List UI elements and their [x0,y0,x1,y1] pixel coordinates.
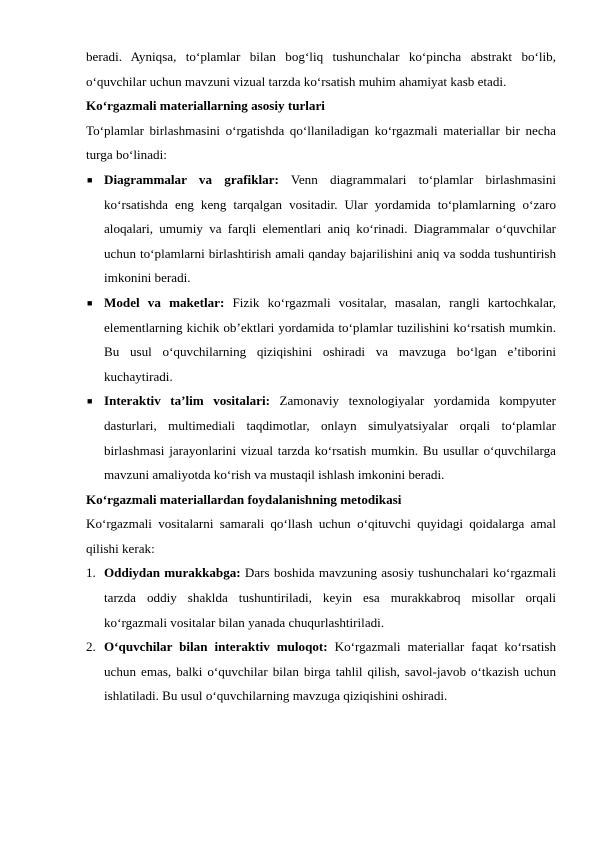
section-heading-methodology: Ko‘rgazmali materiallardan foydalanishning metodikasi [86,491,402,507]
list-item-text: Zamonaviy texnologiyalar yordamida kompyuter dasturlari, multimediali taqdimotlar, onlayn simulyatsiyalar orqali to‘plamlar birlashmasi jarayonlarini vizual tarzda ko‘rsatish mumkin. Bu usullar o‘quvchilarga mavzuni amaliyotda ko‘rish va mustaqil ishlash imkonini beradi. [104,393,556,483]
numbered-item-title: O‘quvchilar bilan interaktiv muloqot: [104,639,328,655]
numbered-item-text: Dars boshida mavzuning asosiy tushunchalari ko‘rgazmali tarzda oddiy shaklda tushuntiriladi, keyin esa murakkabroq misollar orqali ko‘rgazmali vositalar bilan yanada chuqurlashtiriladi. [104,565,556,630]
bullet-icon: ■ [87,297,93,308]
item-number: 1. [86,565,96,581]
bullet-icon: ■ [87,396,93,407]
numbered-item [86,561,556,635]
numbered-item-title: Oddiydan murakkabga: [104,565,241,581]
list-item [86,168,556,291]
list-item-title: Model va maketlar: [104,294,225,310]
list-item [86,291,556,389]
list-item [86,389,556,487]
numbered-item-text: Ko‘rgazmali materiallar faqat ko‘rsatish uchun emas, balki o‘quvchilar bilan birga tahlil qilish, savol-javob o‘tkazish uchun ishlatiladi. Bu usul o‘quvchilarning mavzuga qiziqishini oshiradi. [104,639,556,704]
material-types-list [86,168,556,488]
list-item-text: Fizik ko‘rgazmali vositalar, masalan, rangli kartochkalar, elementlarning kichik ob’ektlari yordamida to‘plamlar tuzilishini ko‘rsatish mumkin. Bu usul o‘quvchilarning qiziqishini oshiradi va mavzuga bo‘lgan e’tiborini kuchaytiradi. [104,294,556,384]
list-item-text: Venn diagrammalari to‘plamlar birlashmasini ko‘rsatishda eng keng tarqalgan vositadir. Ular yordamida to‘plamlarning o‘zaro aloqalari, umumiy va farqli elementlari aniq ko‘rinadi. Diagrammalar o‘quvchilar uchun to‘plamlarni birlashtirish amali qanday bajarilishini aniq va sodda tushuntirish imkonini beradi. [104,171,556,286]
section-heading-material-types: Ko‘rgazmali materiallarning asosiy turlari [86,98,325,114]
list-item-title: Diagrammalar va grafiklar: [104,171,279,187]
intro-paragraph: beradi. Ayniqsa, to‘plamlar bilan bog‘liq tushunchalar ko‘pincha abstrakt bo‘lib, o‘quvchilar uchun mavzuni vizual tarzda ko‘rsatish muhim ahamiyat kasb etadi. [86,49,556,89]
numbered-item [86,635,556,709]
bullet-icon: ■ [87,174,93,185]
section-intro-methodology: Ko‘rgazmali vositalarni samarali qo‘llash uchun o‘qituvchi quyidagi qoidalarga amal qilishi kerak: [86,516,556,556]
document-page [86,45,556,709]
item-number: 2. [86,639,96,655]
section-intro-material-types: To‘plamlar birlashmasini o‘rgatishda qo‘llaniladigan ko‘rgazmali materiallar bir necha turga bo‘linadi: [86,122,556,163]
methodology-list [86,561,556,709]
list-item-title: Interaktiv ta’lim vositalari: [104,393,270,409]
